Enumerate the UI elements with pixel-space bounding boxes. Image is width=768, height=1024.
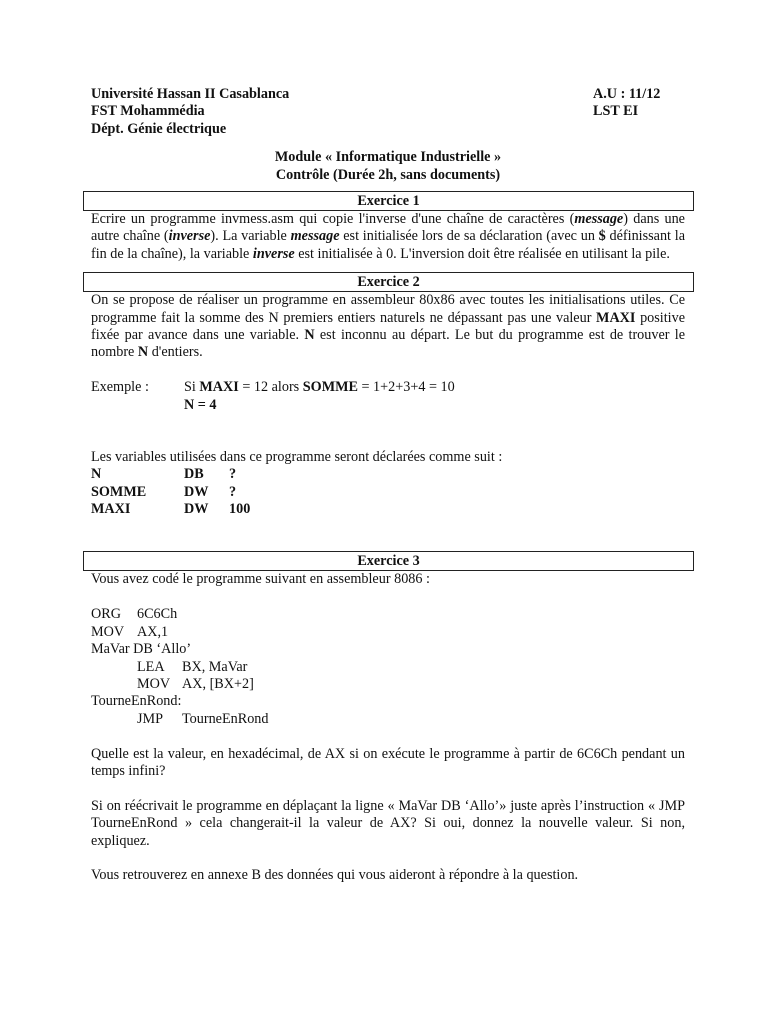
example-text: Si MAXI = 12 alors SOMME = 1+2+3+4 = 10: [184, 379, 455, 396]
code-line: MOV AX, [BX+2]: [137, 675, 254, 692]
exercise-2-heading: Exercice 2: [83, 272, 694, 292]
question-2: Si on réécrivait le programme en déplaçant la ligne « MaVar DB ‘Allo’» juste après l’instruction « JMP TourneEnRond » cela changerait-il la valeur de AX? Si oui, donnez la nouvelle valeur. Si non, expliquez.: [91, 797, 685, 849]
code-line: TourneEnRond:: [91, 693, 182, 710]
question-1: Quelle est la valeur, en hexadécimal, de AX si on exécute le programme à partir de 6C6Ch pendant un temps infini?: [91, 745, 685, 779]
header-row-3: [91, 121, 685, 138]
exercise-1-heading: Exercice 1: [83, 191, 694, 211]
exercise-1-text: Ecrire un programme invmess.asm qui copie l'inverse d'une chaîne de caractères (message) dans une autre chaîne (inverse). La variable message est initialisée lors de sa déclaration (avec un $ définissant la fin de la chaîne), la variable inverse est initialisée à 0. L'inversion doit être réalisée en utilisant la pile.: [91, 211, 685, 262]
example-result: N = 4: [184, 396, 217, 413]
exam-subtitle: Contrôle (Durée 2h, sans documents): [275, 166, 501, 183]
code-line: JMP TourneEnRond: [137, 710, 269, 727]
header-row-2: [91, 103, 685, 120]
exercise-3-intro: Vous avez codé le programme suivant en assembleur 8086 :: [91, 571, 430, 588]
code-line: LEA BX, MaVar: [137, 658, 248, 675]
header-row-1: [91, 86, 685, 103]
example-line: [91, 379, 685, 396]
variables-intro: Les variables utilisées dans ce programme seront déclarées comme suit :: [91, 448, 503, 465]
academic-year: A.U : 11/12: [593, 86, 661, 102]
code-line: ORG 6C6Ch: [91, 606, 178, 623]
variable-row: N DB ?: [91, 466, 237, 483]
university-name: Université Hassan II Casablanca: [91, 86, 290, 102]
exercise-3-heading: Exercice 3: [83, 551, 694, 571]
example-label: Exemple :: [91, 379, 149, 396]
annex-note: Vous retrouverez en annexe B des données qui vous aideront à répondre à la question.: [91, 867, 579, 884]
variable-row: SOMME DW ?: [91, 483, 237, 500]
module-title: Module « Informatique Industrielle »: [274, 149, 502, 166]
code-line: MaVar DB ‘Allo’: [91, 641, 192, 658]
exercise-2-text: On se propose de réaliser un programme en assembleur 80x86 avec toutes les initialisations utiles. Ce programme fait la somme des N premiers entiers naturels ne dépassant pas une valeur MAXI positive fixée par avance dans une variable. N est inconnu au départ. Le but du programme est de trouver le nombre N d'entiers.: [91, 292, 686, 361]
program-name: LST EI: [593, 103, 639, 120]
faculty-name: FST Mohammédia: [91, 103, 205, 120]
variable-row: MAXI DW 100: [91, 501, 251, 518]
department-name: Dépt. Génie électrique: [91, 120, 227, 137]
exam-page: [91, 86, 685, 885]
code-line: MOV AX,1: [91, 623, 169, 640]
code-listing: [91, 606, 685, 728]
